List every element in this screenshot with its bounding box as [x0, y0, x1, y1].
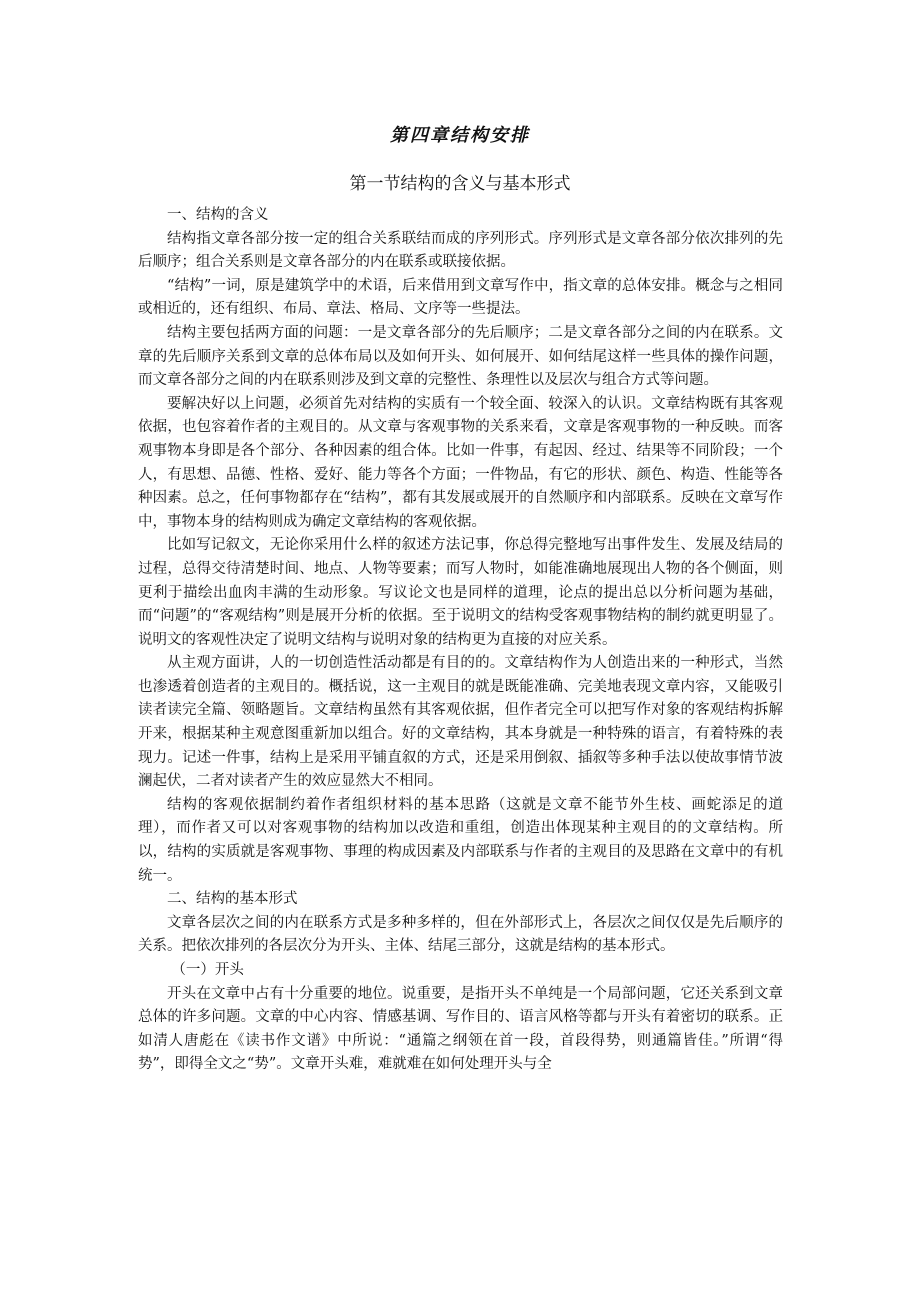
- subsection-heading: 一、结构的含义: [167, 207, 269, 223]
- subsection-subheading: （一）开头: [171, 962, 244, 978]
- paragraph: 结构指文章各部分按一定的组合关系联结而成的序列形式。序列形式是文章各部分依次排列的先后顺序；组合关系则是文章各部分的内在联系或联接依据。: [138, 230, 783, 271]
- document-body: [138, 204, 783, 1077]
- paragraph: 文章各层次之间的内在联系方式是多种多样的，但在外部形式上，各层次之间仅仅是先后顺序的关系。把依次排列的各层次分为开头、主体、结尾三部分，这就是结构的基本形式。: [138, 914, 783, 955]
- paragraph: 从主观方面讲，人的一切创造性活动都是有目的的。文章结构作为人创造出来的一种形式，当然也渗透着创造者的主观目的。概括说，这一主观目的就是既能准确、完美地表现文章内容，又能吸引读者读完全篇、领略题旨。文章结构虽然有其客观依据，但作者完全可以把写作对象的客观结构拆解开来，根据某种主观意图重新加以组合。好的文章结构，其本身就是一种特殊的语言，有着特殊的表现力。记述一件事，结构上是采用平铺直叙的方式，还是采用倒叙、插叙等多种手法以使故事情节波澜起伏，二者对读者产生的效应显然大不相同。: [138, 655, 783, 790]
- paragraph: 要解决好以上问题，必须首先对结构的实质有一个较全面、较深入的认识。文章结构既有其客观依据，也包容着作者的主观目的。从文章与客观事物的关系来看，文章是客观事物的一种反映。而客观事物本身即是各个部分、各种因素的组合体。比如一件事，有起因、经过、结果等不同阶段；一个人，有思想、品德、性格、爱好、能力等各个方面；一件物品，有它的形状、颜色、构造、性能等各种因素。总之，任何事物都存在“结构”，都有其发展或展开的自然顺序和内部联系。反映在文章写作中，事物本身的结构则成为确定文章结构的客观依据。: [138, 395, 783, 530]
- paragraph: “结构”一词，原是建筑学中的术语，后来借用到文章写作中，指文章的总体安排。概念与之相同或相近的，还有组织、布局、章法、格局、文序等一些提法。: [138, 277, 783, 318]
- subsection-heading: 二、结构的基本形式: [167, 891, 298, 908]
- paragraph: 结构主要包括两方面的问题：一是文章各部分的先后顺序；二是文章各部分之间的内在联系。文章的先后顺序关系到文章的总体布局以及如何开头、如何展开、如何结尾这样一些具体的操作问题，而文章各部分之间的内在联系则涉及到文章的完整性、条理性以及层次与组合方式等问题。: [138, 324, 783, 389]
- paragraph: 结构的客观依据制约着作者组织材料的基本思路（这就是文章不能节外生枝、画蛇添足的道理），而作者又可以对客观事物的结构加以改造和重组，创造出体现某种主观目的的文章结构。所以，结构的实质就是客观事物、事理的构成因素及内部联系与作者的主观目的及思路在文章中的有机统一。: [138, 796, 783, 884]
- section-title: 第一节结构的含义与基本形式: [349, 174, 571, 194]
- paragraph: 开头在文章中占有十分重要的地位。说重要，是指开头不单纯是一个局部问题，它还关系到文章总体的许多问题。文章的中心内容、情感基调、写作目的、语言风格等都与开头有着密切的联系。正如清人唐彪在《读书作文谱》中所说：“通篇之纲领在首一段，首段得势，则通篇皆佳。”所谓“得势”，即得全文之“势”。文章开头难，难就难在如何处理开头与全: [138, 985, 783, 1073]
- chapter-title: 第四章结构安排: [390, 125, 530, 146]
- paragraph: 比如写记叙文，无论你采用什么样的叙述方法记事，你总得完整地写出事件发生、发展及结局的过程，总得交待清楚时间、地点、人物等要素；而写人物时，如能准确地展现出人物的各个侧面，则更利于描绘出血肉丰满的生动形象。写议论文也是同样的道理，论点的提出总以分析问题为基础，而“问题”的“客观结构”则是展开分析的依据。至于说明文的结构受客观事物结构的制约就更明显了。说明文的客观性决定了说明文结构与说明对象的结构更为直接的对应关系。: [138, 537, 783, 648]
